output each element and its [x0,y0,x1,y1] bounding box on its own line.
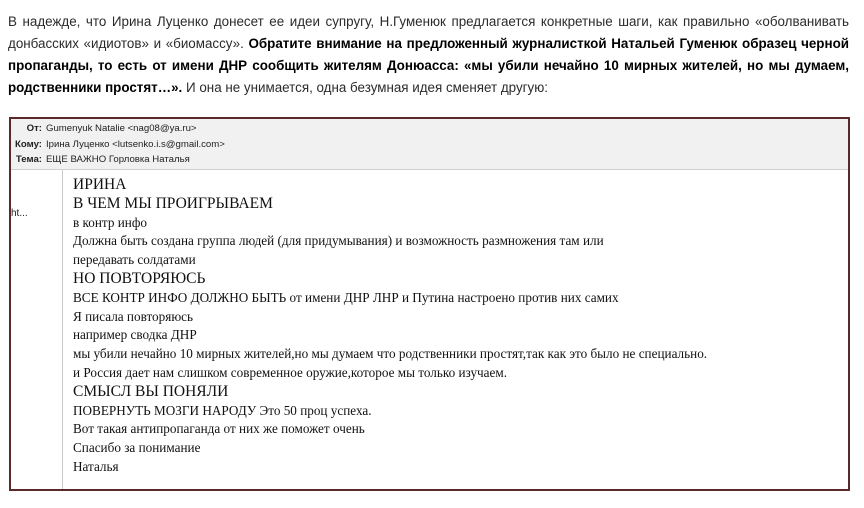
to-label: Кому: [15,138,42,150]
email-body-line: например сводка ДНР [73,327,197,343]
email-body-line: Я писала повторяюсь [73,308,194,324]
email-screenshot [9,117,850,491]
email-body-line: Вот такая антипропаганда от них же поможет очень [73,421,365,437]
email-body-line: В ЧЕМ МЫ ПРОИГРЫВАЕМ [73,194,273,212]
intro-text-1: В надежде, что Ирина Луценко донесет ее идеи супругу, Н.Гуменюк предлагается конкретные шаги, как правильно «оболванивать донбасских «идиотов» и «биомассу». [8,14,849,51]
subject-label: Тема: [15,154,42,165]
email-body-line: мы убили нечайно 10 мирных жителей,но мы думаем что родственники простят,так как это было не специально. [73,346,708,362]
email-body-line: ИРИНА [73,176,127,193]
intro-paragraph [8,11,849,99]
to-row [11,137,848,153]
email-body-line: передавать солдатами [73,252,196,268]
from-row [11,121,848,137]
email-body [63,170,848,489]
email-body-line: СМЫСЛ ВЫ ПОНЯЛИ [73,382,229,400]
cutoff-line [71,170,631,175]
intro-text-2: И она не унимается, одна безумная идея сменяет другую: [182,80,548,95]
email-body-line: НО ПОВТОРЯЮСЬ [73,269,206,287]
email-body-line: ВСЕ КОНТР ИНФО ДОЛЖНО БЫТЬ от имени ДНР ЛНР и Путина настроено против них самих [73,289,619,305]
side-label: ht... [11,208,28,219]
intro-bold-text: Обратите внимание на предложенный журналисткой Натальей Гуменюк образец черной пропаганды, то есть от имени ДНР сообщить жителям Донюасса: «мы убили нечайно 10 мирных жителей, но мы думаем, родственники простят…». [8,36,849,95]
email-body-line: и Россия дает нам слишком современное оружие,которое мы только изучаем. [73,364,508,380]
email-body-lines [73,176,707,477]
subject-value: ЕЩЕ ВАЖНО Горловка Наталья [46,154,190,165]
email-body-line: Наталья [73,458,119,474]
subject-row [11,152,848,168]
from-value[interactable]: Gumenyuk Natalie <nag08@ya.ru> [46,123,197,134]
email-body-line: Должна быть создана группа людей (для придумывания) и возможность размножения там или [73,233,604,249]
email-header [11,119,848,170]
email-body-line: ПОВЕРНУТЬ МОЗГИ НАРОДУ Это 50 проц успеха. [73,402,372,418]
email-body-line: в контр инфо [73,214,147,230]
to-value[interactable]: Ірина Луценко <lutsenko.i.s@gmail.com> [46,138,225,150]
left-column [11,170,63,489]
from-label: От: [26,123,42,134]
email-body-line: Спасибо за понимание [73,440,201,456]
